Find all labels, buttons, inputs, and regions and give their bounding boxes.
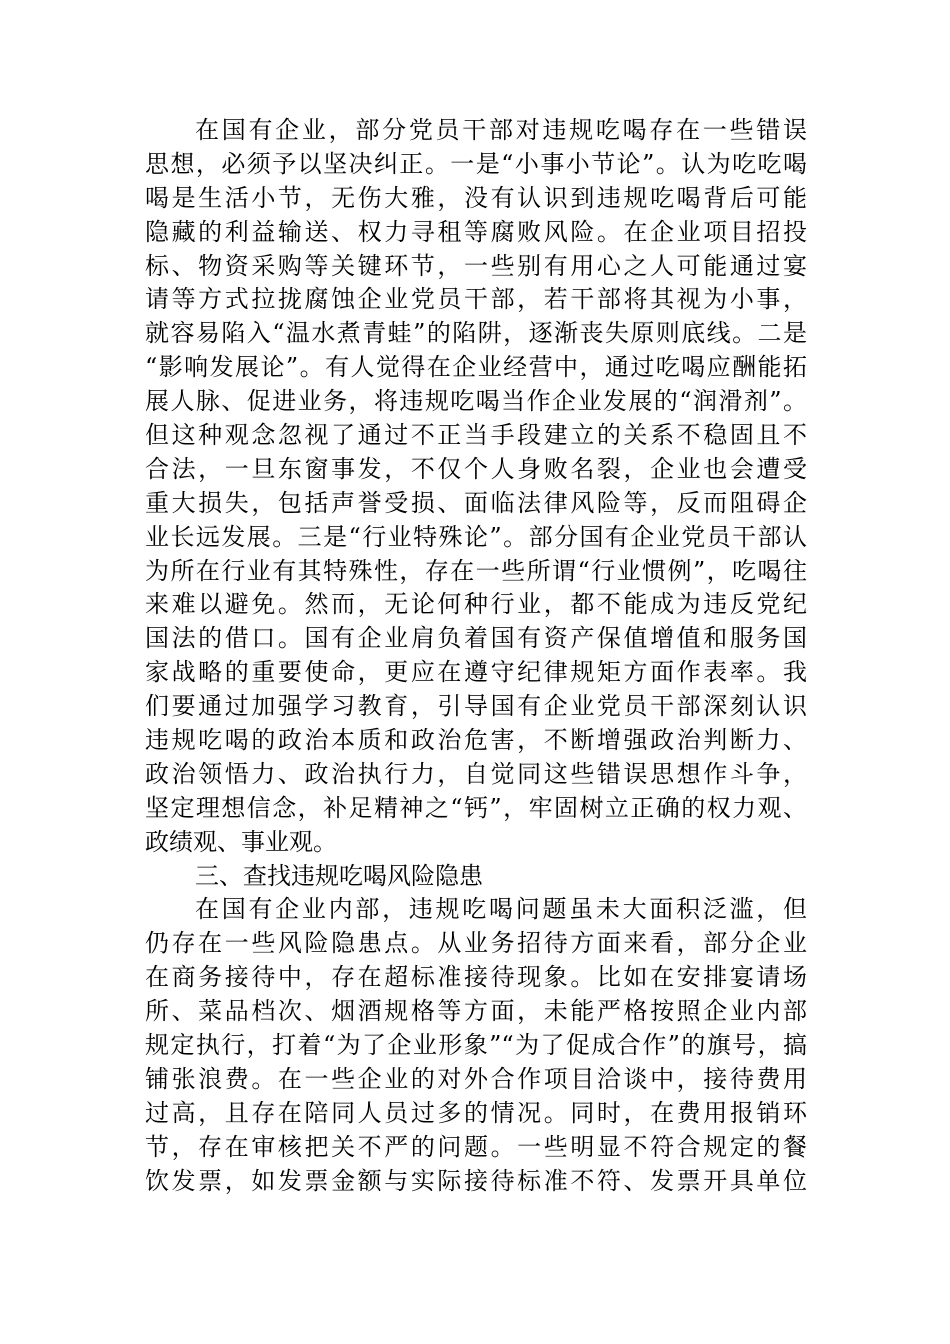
text-line: 业长远发展。三是“行业特殊论”。部分国有企业党员干部认	[145, 522, 807, 551]
text-line: 饮发票，如发票金额与实际接待标准不符、发票开具单位	[145, 1166, 807, 1195]
text-line: 喝是生活小节，无伤大雅，没有认识到违规吃喝背后可能	[145, 183, 807, 212]
text-line: 规定执行，打着“为了企业形象”“为了促成合作”的旗号，搞	[145, 1031, 807, 1060]
text-line: 坚定理想信念，补足精神之“钙”，牢固树立正确的权力观、	[145, 793, 807, 822]
text-line: 重大损失，包括声誉受损、面临法律风险等，反而阻碍企	[145, 488, 807, 517]
text-line: 家战略的重要使命，更应在遵守纪律规矩方面作表率。我	[145, 658, 807, 687]
text-line: 标、物资采购等关键环节，一些别有用心之人可能通过宴	[145, 251, 807, 280]
text-line: 政治领悟力、政治执行力，自觉同这些错误思想作斗争，	[145, 759, 807, 788]
text-line: 请等方式拉拢腐蚀企业党员干部，若干部将其视为小事，	[145, 285, 807, 314]
text-line: 国法的借口。国有企业肩负着国有资产保值增值和服务国	[145, 624, 807, 653]
text-line: 过高，且存在陪同人员过多的情况。同时，在费用报销环	[145, 1098, 807, 1127]
text-line: 所、菜品档次、烟酒规格等方面，未能严格按照企业内部	[145, 997, 807, 1026]
text-line: 为所在行业有其特殊性，存在一些所谓“行业惯例”，吃喝往	[145, 556, 807, 585]
text-line: 在国有企业内部，违规吃喝问题虽未大面积泛滥，但	[195, 895, 807, 924]
paragraph-erroneous-thinking	[145, 114, 807, 860]
text-line: 隐藏的利益输送、权力寻租等腐败风险。在企业项目招投	[145, 217, 807, 246]
text-line: 在商务接待中，存在超标准接待现象。比如在安排宴请场	[145, 963, 807, 992]
paragraph-risk-points	[145, 893, 807, 1198]
text-line: 们要通过加强学习教育，引导国有企业党员干部深刻认识	[145, 692, 807, 721]
text-line: “影响发展论”。有人觉得在企业经营中，通过吃喝应酬能拓	[145, 353, 807, 382]
text-line: 就容易陷入“温水煮青蛙”的陷阱，逐渐丧失原则底线。二是	[145, 319, 807, 348]
text-line: 政绩观、事业观。	[145, 827, 337, 856]
text-line: 在国有企业，部分党员干部对违规吃喝存在一些错误	[195, 116, 807, 144]
section-heading: 三、查找违规吃喝风险隐患	[195, 861, 483, 890]
text-line: 展人脉、促进业务，将违规吃喝当作企业发展的“润滑剂”。	[145, 387, 807, 416]
text-line: 违规吃喝的政治本质和政治危害，不断增强政治判断力、	[145, 726, 807, 755]
text-line: 思想，必须予以坚决纠正。一是“小事小节论”。认为吃吃喝	[145, 149, 807, 178]
text-line: 来难以避免。然而，无论何种行业，都不能成为违反党纪	[145, 590, 807, 619]
text-line: 铺张浪费。在一些企业的对外合作项目洽谈中，接待费用	[145, 1064, 807, 1093]
text-line: 节，存在审核把关不严的问题。一些明显不符合规定的餐	[145, 1132, 807, 1161]
text-line: 仍存在一些风险隐患点。从业务招待方面来看，部分企业	[145, 929, 807, 958]
text-line: 合法，一旦东窗事发，不仅个人身败名裂，企业也会遭受	[145, 454, 807, 483]
text-line: 但这种观念忽视了通过不正当手段建立的关系不稳固且不	[145, 421, 807, 450]
document-page	[145, 114, 807, 1199]
